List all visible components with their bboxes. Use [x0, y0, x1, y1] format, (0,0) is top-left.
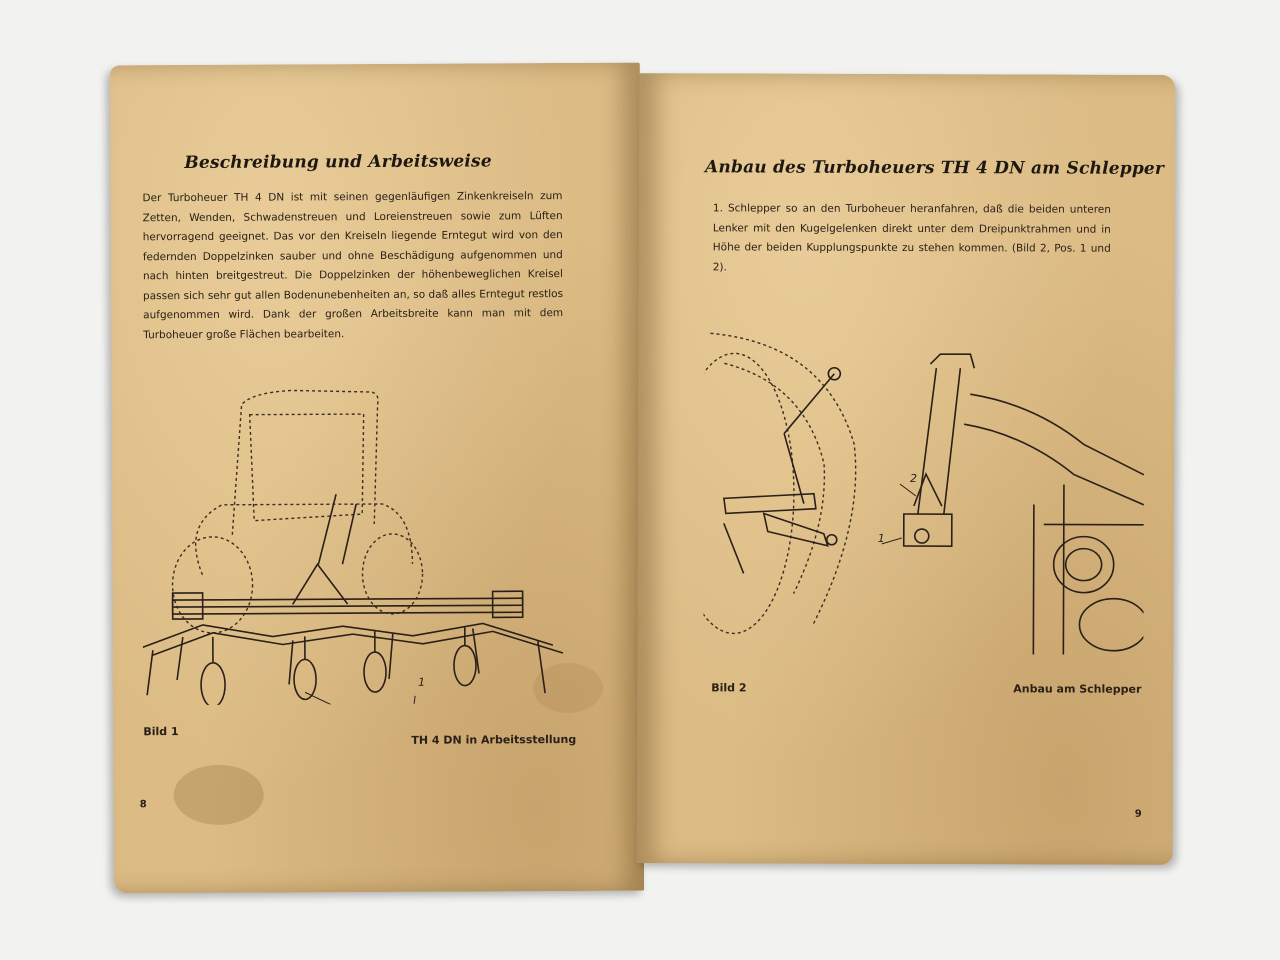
figure-1-callout: 1 — [418, 675, 426, 689]
description-paragraph: Der Turboheuer TH 4 DN ist mit seinen gegenläufigen Zinkenkreiseln zum Zetten, Wenden, Schwadenstreuen und Loreienstreuen sowie zum Lüften hervorragend geeignet. Das vor den Kreiseln liegende Erntegut wird von den federnden Doppelzinken sauber und ohne Beschädigung aufgenommen und nach hinten breitgestreut. Die Doppelzinken der höhenbeweglichen Kreisel passen sich sehr gut allen Bodenunebenheiten an, so daß alles Erntegut restlos aufgenommen wird. Dank der großen Arbeitsbreite kann man mit dem Turboheuer große Flächen bearbeiten. — [142, 190, 564, 341]
page-heading: Anbau des Turboheuers TH 4 DN am Schlepper — [705, 157, 1165, 179]
page-number-left: 8 — [139, 799, 147, 811]
figure-2-callout-2: 2 — [909, 472, 917, 486]
figure-2-callout-1: 1 — [877, 531, 885, 545]
figure-1-label: Bild 1 — [143, 725, 179, 739]
figure-1-caption: TH 4 DN in Arbeitsstellung — [411, 732, 577, 747]
figure-1-tedder-illustration — [141, 373, 583, 705]
figure-2-caption: Anbau am Schlepper — [1013, 682, 1142, 696]
paper-stain — [174, 765, 264, 825]
page-heading: Beschreibung und Arbeitsweise — [184, 151, 492, 174]
left-page — [110, 63, 644, 894]
right-page — [637, 73, 1176, 865]
figure-2-label: Bild 2 — [711, 681, 747, 695]
figure-2-hitching-illustration — [703, 323, 1144, 665]
page-number-right: 9 — [1134, 808, 1142, 820]
instruction-step-1: 1. Schlepper so an den Turboheuer heranfahren, daß die beiden unteren Lenker mit den Kugelgelenken direkt unter dem Dreipunktrahmen und in Höhe der beiden Kupplungspunkte zu stehen kommen. (Bild 2, Pos. 1 und 2). — [712, 202, 1111, 273]
